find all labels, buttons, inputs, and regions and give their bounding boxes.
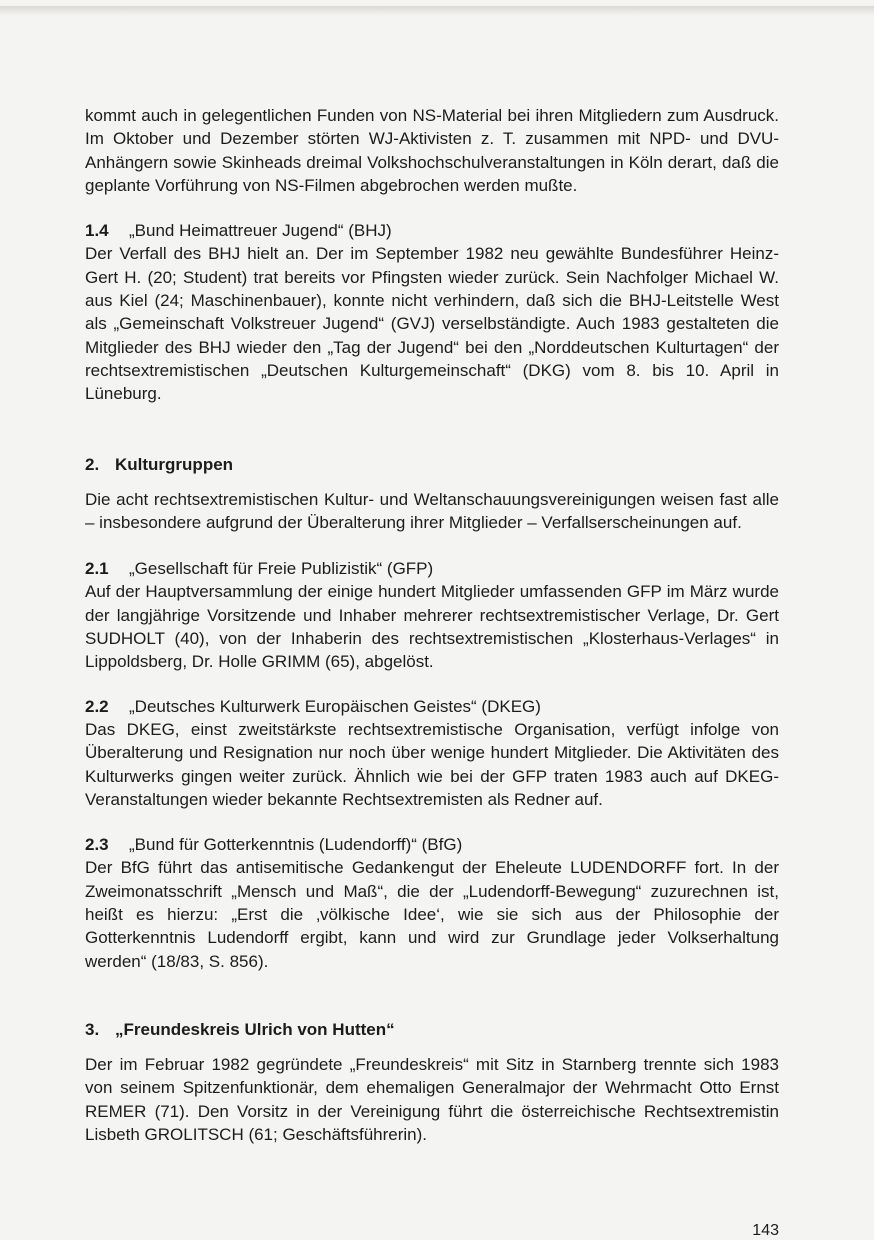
section-2-paragraph: Die acht rechtsextremistischen Kultur- und Weltanschauungsvereinigungen weisen fast alle – insbesondere aufgrund der Überalterung ihrer Mitglieder – Verfallserscheinungen auf. (85, 489, 779, 532)
section-1-4-paragraph: Der Verfall des BHJ hielt an. Der im September 1982 neu gewählte Bundesführer Heinz-Gert H. (20; Student) trat bereits vor Pfingsten wieder zurück. Sein Nachfolger Michael W. aus Kiel (24; Maschinenbauer), konnte nicht verhindern, daß sich die BHJ-Leitstelle West als „Gemeinschaft Volkstreuer Jugend“ (GVJ) verselbständigte. Auch 1983 gestalteten die Mitglieder des BHJ wieder den „Tag der Jugend“ bei den „Norddeutschen Kulturtagen“ der rechtsextremistischen „Deutschen Kulturgemeinschaft“ (DKG) vom 8. bis 10. April in Lüneburg. (85, 244, 779, 404)
section-1-4-title: „Bund Heimattreuer Jugend“ (BHJ) (129, 221, 392, 241)
section-2-title: Kulturgruppen (115, 454, 234, 474)
section-2-2-heading (85, 695, 779, 718)
section-3-heading (85, 1018, 779, 1041)
section-3 (85, 1018, 779, 1146)
section-2-1-paragraph: Auf der Hauptversammlung der einige hundert Mitglieder umfassenden GFP im März wurde der langjährige Vorsitzende und Inhaber mehrerer rechtsextremistischer Verlage, Dr. Gert SUDHOLT (40), von der Inhaberin des rechtsextremistischen „Klosterhaus-Verlages“ in Lippoldsberg, Dr. Holle GRIMM (65), abgelöst. (85, 582, 779, 672)
section-1-4-heading (85, 219, 779, 242)
section-2-1 (85, 557, 779, 673)
section-3-title: „Freundeskreis Ulrich von Hutten“ (115, 1019, 395, 1039)
section-2-2-number: 2.2 (85, 696, 109, 716)
scan-edge-strip (0, 6, 874, 16)
section-2-3-number: 2.3 (85, 835, 109, 855)
section-2-number: 2. (85, 454, 100, 474)
section-3-number: 3. (85, 1019, 100, 1039)
section-2-3-title: „Bund für Gotterkenntnis (Ludendorff)“ (BfG) (129, 835, 463, 855)
section-1-4 (85, 219, 779, 405)
section-1-4-number: 1.4 (85, 221, 109, 241)
section-3-paragraph: Der im Februar 1982 gegründete „Freundeskreis“ mit Sitz in Starnberg trennte sich 1983 von seinem Spitzenfunktionär, dem ehemaligen Generalmajor der Wehrmacht Otto Ernst REMER (71). Den Vorsitz in der Vereinigung führt die österreichische Rechtsextremistin Lisbeth GROLITSCH (61; Geschäftsführerin). (85, 1054, 779, 1144)
section-2-1-number: 2.1 (85, 559, 109, 579)
section-2-2 (85, 695, 779, 811)
section-2-2-title: „Deutsches Kulturwerk Europäischen Geistes“ (DKEG) (129, 696, 541, 716)
section-2-heading (85, 453, 779, 476)
document-page (85, 104, 779, 1146)
section-2-3 (85, 833, 779, 973)
section-2-1-heading (85, 557, 779, 580)
intro-paragraph: kommt auch in gelegentlichen Funden von NS-Material bei ihren Mitgliedern zum Ausdruck. Im Oktober und Dezember störten WJ-Aktivisten z. T. zusammen mit NPD- und DVU-Anhängern sowie Skinheads dreimal Volkshochschulveranstaltungen in Köln derart, daß die geplante Vorführung von NS-Filmen abgebrochen werden mußte. (85, 106, 779, 195)
section-2-3-heading (85, 833, 779, 856)
section-2-3-paragraph: Der BfG führt das antisemitische Gedankengut der Eheleute LUDENDORFF fort. In der Zweimonatsschrift „Mensch und Maß“, die der „Ludendorff-Bewegung“ zuzurechnen ist, heißt es hierzu: „Erst die ‚völkische Idee‘, wie sie sich aus der Philosophie der Gotterkenntnis Ludendorff ergibt, kann und wird zur Grundlage jeder Volkserhaltung werden“ (18/83, S. 856). (85, 858, 779, 971)
page-number: 143 (752, 1222, 779, 1239)
section-2-1-title: „Gesellschaft für Freie Publizistik“ (GFP) (129, 559, 434, 579)
section-2-2-paragraph: Das DKEG, einst zweitstärkste rechtsextremistische Organisation, verfügt infolge von Überalterung und Resignation nur noch über wenige hundert Mitglieder. Die Aktivitäten des Kulturwerks gingen weiter zurück. Ähnlich wie bei der GFP traten 1983 auch auf DKEG-Veranstaltungen wieder bekannte Rechtsextremisten als Redner auf. (85, 719, 779, 809)
section-2 (85, 453, 779, 535)
